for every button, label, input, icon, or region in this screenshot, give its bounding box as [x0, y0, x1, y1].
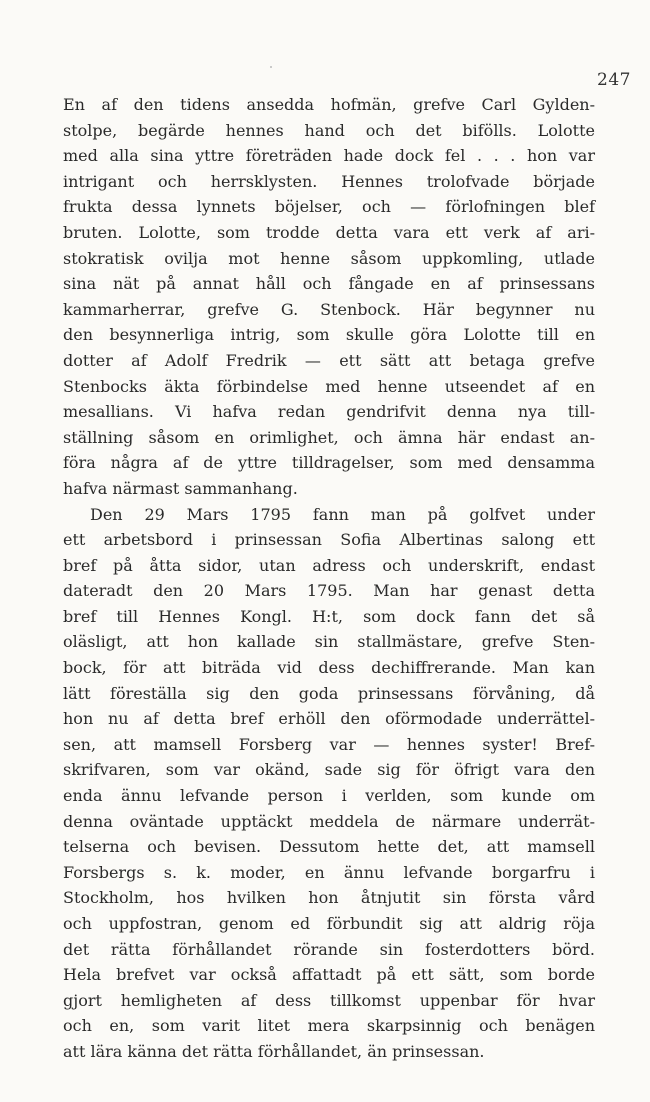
text-line: den besynnerliga intrig, som skulle göra Lolotte till en [63, 325, 595, 345]
text-line: stolpe, begärde hennes hand och det bifölls. Lolotte [63, 120, 595, 140]
text-line: och en, som varit litet mera skarpsinnig och benägen [63, 1016, 595, 1036]
text-line: Stockholm, hos hvilken hon åtnjutit sin första vård [63, 888, 595, 908]
text-line: Forsbergs s. k. moder, en ännu lefvande borgarfru i [63, 862, 595, 882]
text-line: med alla sina yttre företräden hade dock fel . . . hon var [63, 146, 595, 166]
paragraph-start-line: Den 29 Mars 1795 fann man på golfvet under [90, 504, 595, 524]
text-line: sen, att mamsell Forsberg var — hennes syster! Bref- [63, 734, 595, 754]
text-line: oläsligt, att hon kallade sin stallmästare, grefve Sten- [63, 632, 595, 652]
text-line: En af den tidens ansedda hofmän, grefve Carl Gylden- [63, 95, 595, 114]
text-line: Hela brefvet var också affattadt på ett sätt, som borde [63, 965, 595, 985]
text-line: ett arbetsbord i prinsessan Sofia Albertinas salong ett [63, 530, 595, 550]
paper-speck [270, 66, 272, 68]
text-line: frukta dessa lynnets böjelser, och — förlofningen blef [63, 197, 595, 217]
text-line: gjort hemligheten af dess tillkomst uppenbar för hvar [63, 990, 595, 1010]
text-line: Stenbocks äkta förbindelse med henne utseendet af en [63, 376, 595, 396]
text-line: telserna och bevisen. Dessutom hette det, att mamsell [63, 837, 595, 857]
text-line: bruten. Lolotte, som trodde detta vara ett verk af ari- [63, 222, 595, 242]
text-line: bref på åtta sidor, utan adress och underskrift, endast [63, 555, 595, 575]
text-line: sina nät på annat håll och fångade en af prinsessans [63, 274, 595, 294]
text-line: lätt föreställa sig den goda prinsessans förvåning, då [63, 683, 595, 703]
text-line: dateradt den 20 Mars 1795. Man har genast detta [63, 581, 595, 601]
paragraph-end-line: att lära känna det rätta förhållandet, än prinsessan. [63, 1041, 485, 1061]
text-line: och uppfostran, genom ed förbundit sig att aldrig röja [63, 914, 595, 933]
body-text [63, 92, 595, 1065]
text-line: bock, för att biträda vid dess dechiffrerande. Man kan [63, 658, 595, 678]
text-line: enda ännu lefvande person i verlden, som kunde om [63, 786, 595, 806]
text-line: skrifvaren, som var okänd, sade sig för öfrigt vara den [63, 760, 595, 780]
page-number: 247 [597, 70, 631, 90]
text-line: det rätta förhållandet rörande sin fosterdotters börd. [63, 939, 595, 959]
text-line: stokratisk ovilja mot henne såsom uppkomling, utlade [63, 248, 595, 268]
text-line: denna oväntade upptäckt meddela de närmare underrät- [63, 811, 595, 831]
text-line: intrigant och herrsklysten. Hennes trolofvade började [63, 171, 595, 191]
text-line: mesallians. Vi hafva redan gendrifvit denna nya till- [63, 402, 595, 422]
text-line: ställning såsom en orimlighet, och ämna här endast an- [63, 427, 595, 447]
text-line: hon nu af detta bref erhöll den oförmodade underrättel- [63, 709, 595, 729]
text-line: kammarherrar, grefve G. Stenbock. Här begynner nu [63, 299, 595, 319]
text-line: föra några af de yttre tilldragelser, som med densamma [63, 453, 595, 473]
paragraph-end-line: hafva närmast sammanhang. [63, 478, 298, 498]
text-line: dotter af Adolf Fredrik — ett sätt att betaga grefve [63, 350, 595, 370]
text-line: bref till Hennes Kongl. H:t, som dock fann det så [63, 606, 595, 626]
